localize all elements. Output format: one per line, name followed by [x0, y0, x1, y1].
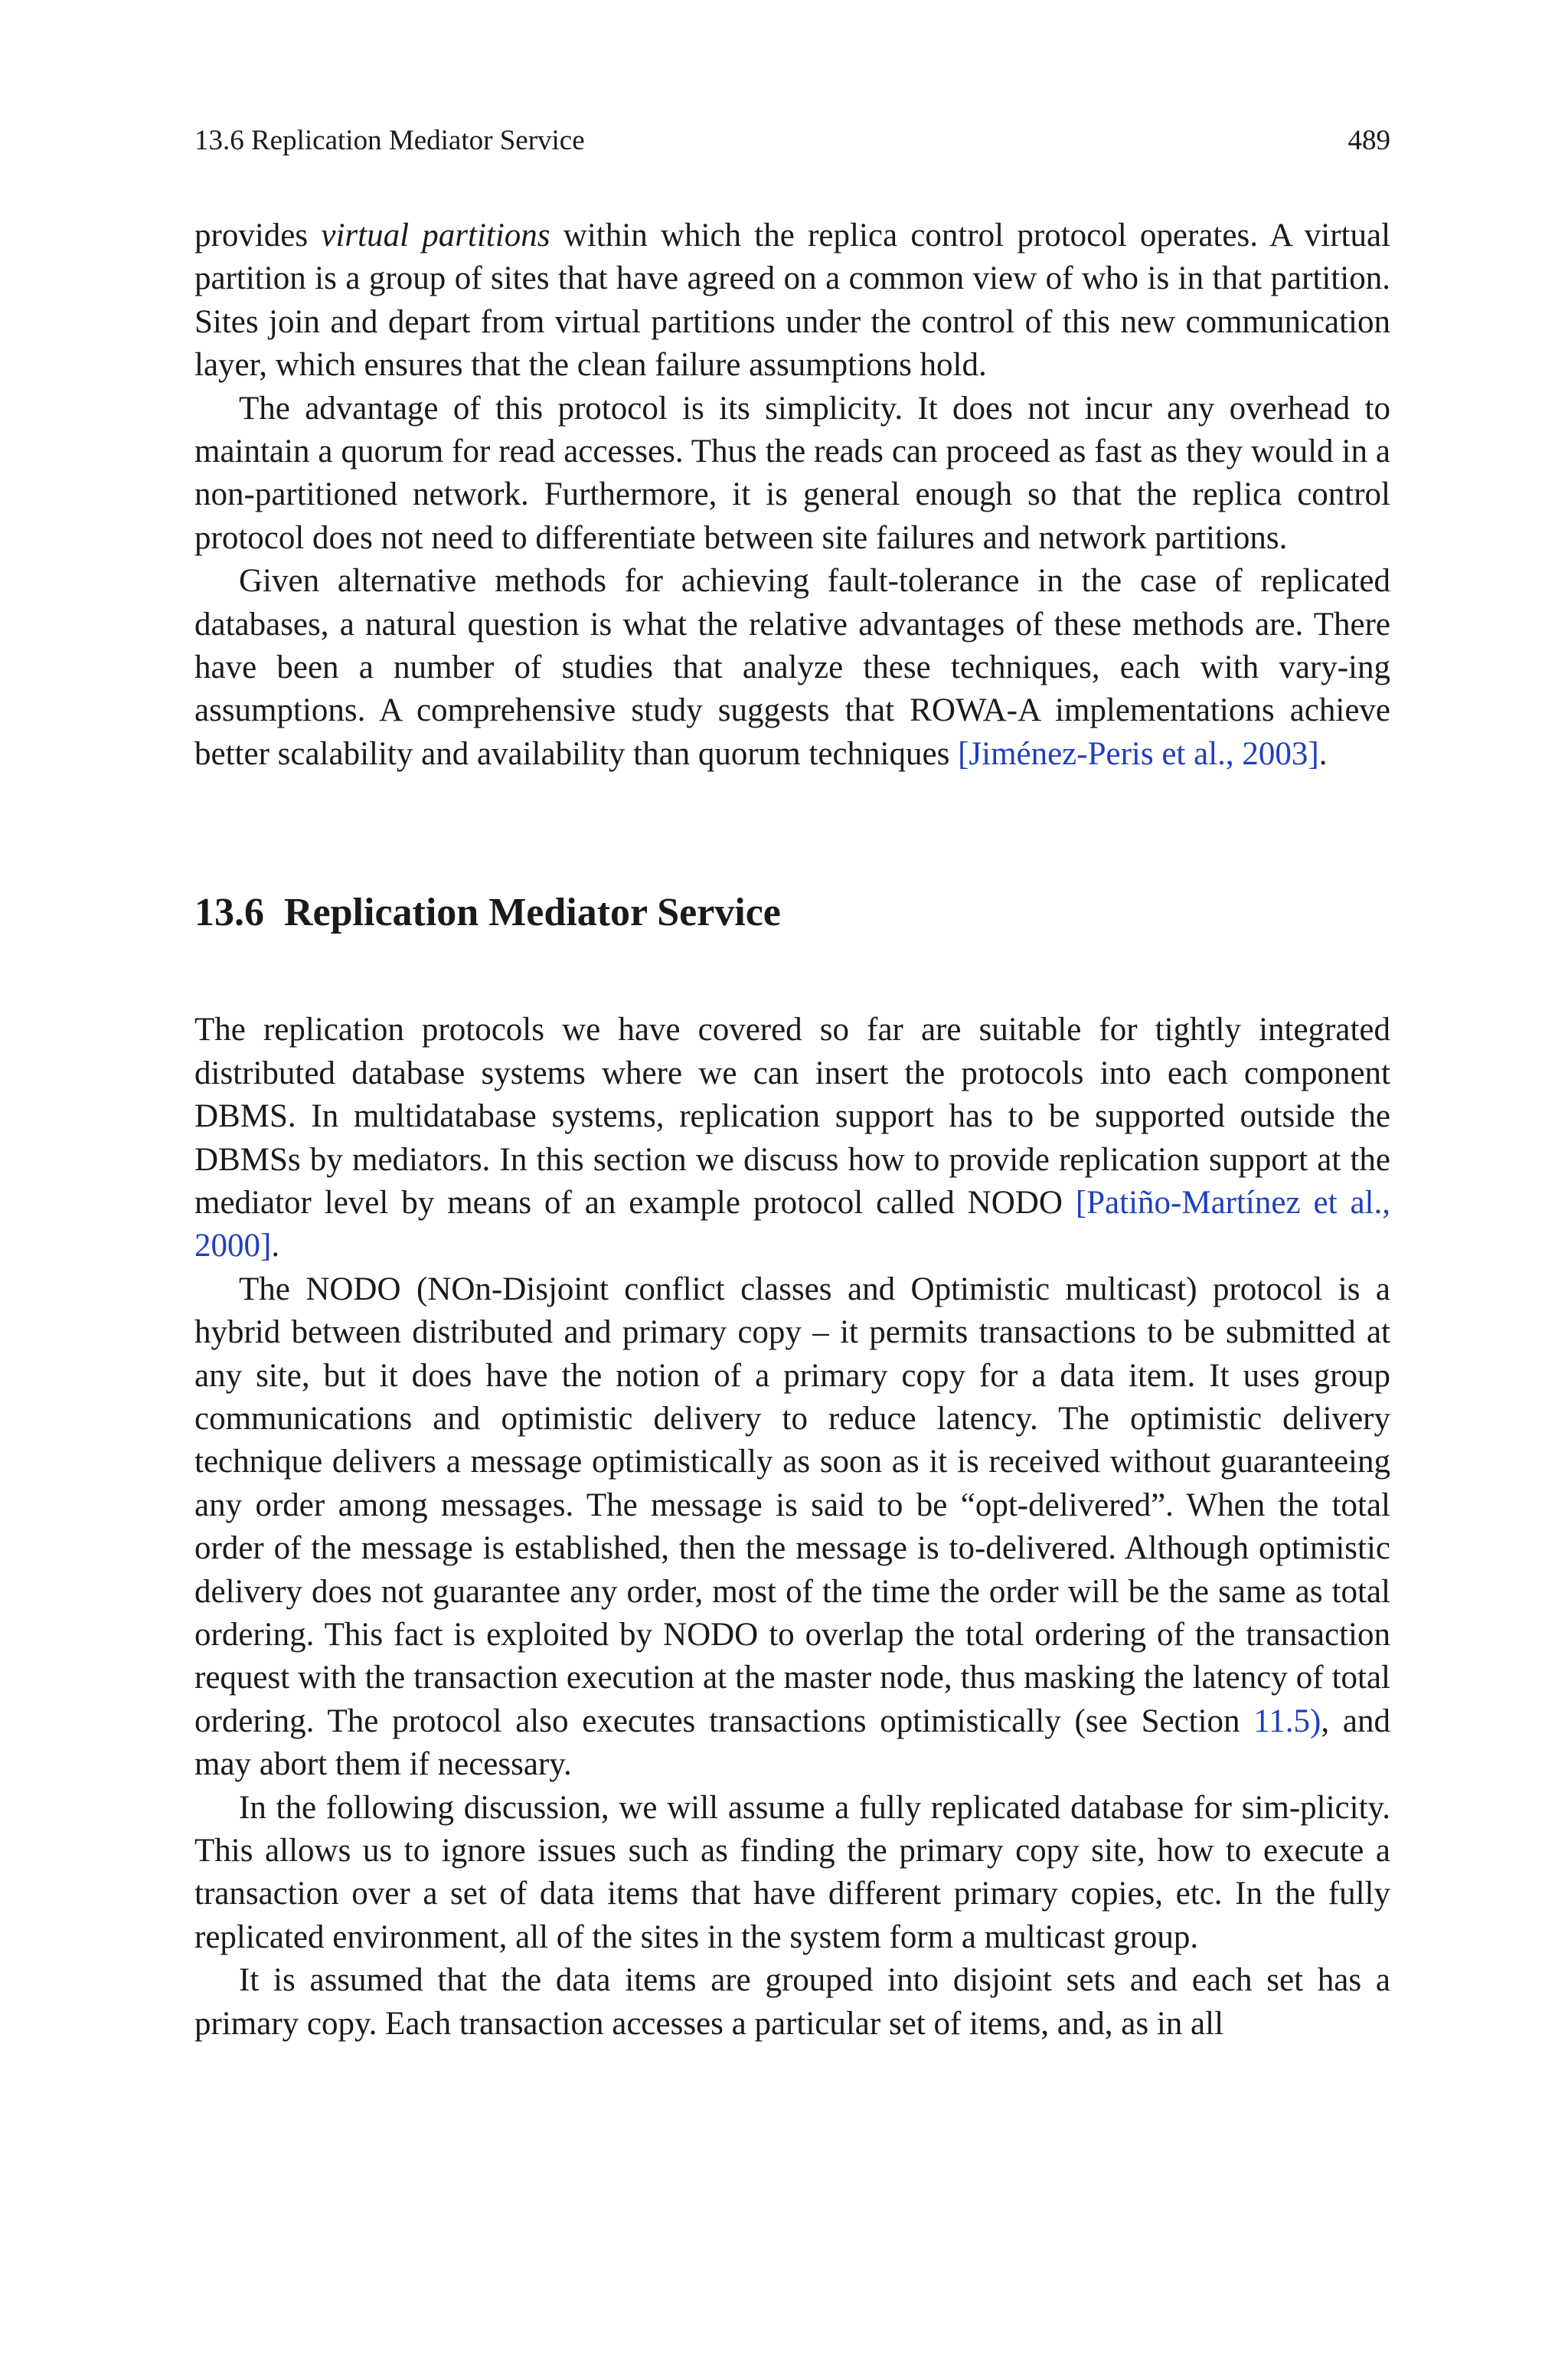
p5-text: The NODO (NOn-Disjoint conflict classes and Optimistic multicast) protocol is a hybrid between distributed and primary copy – it permits transactions to be submitted at any site, but it does have the notion of a primary copy for a data item. It uses group communications and optimistic delivery to reduce latency. The optimistic delivery technique delivers a message optimistically as soon as it is received without guaranteeing any order among messages. The message is said to be “opt-delivered”. When the total order of the message is established, then the message is to-delivered. Although optimistic delivery does not guarantee any order, most of the time the order will be the same as total ordering. This fact is exploited by NODO to overlap the total ordering of the transaction request with the transaction execution at the master node, thus masking the latency of total ordering. The protocol also executes transactions optimistically (see Section — [194, 1271, 1390, 1739]
page — [194, 123, 1390, 2046]
p4-end: . — [271, 1228, 280, 1264]
section-number: 13.6 — [194, 891, 264, 935]
page-number: 489 — [1348, 125, 1390, 156]
running-head-section: 13.6 Replication Mediator Service — [194, 125, 585, 156]
paragraph-alternative-methods — [194, 560, 1390, 776]
section-ref-11-5[interactable]: 11.5) — [1253, 1703, 1321, 1739]
paragraph-advantage: The advantage of this protocol is its simplicity. It does not incur any overhead to maintain a quorum for read accesses. Thus the reads can proceed as fast as they would in a non-partitioned network. Furthermore, it is general enough so that the replica control protocol does not need to differentiate between site failures and network partitions. — [194, 390, 1390, 556]
p1-text-start: provides — [194, 218, 322, 254]
paragraph-fully-replicated: In the following discussion, we will assume a fully replicated database for sim-plicity. This allows us to ignore issues such as finding the primary copy site, how to execute a transaction over a set of data items that have different primary copies, etc. In the fully replicated environment, all of the sites in the system form a multicast group. — [194, 1789, 1390, 1955]
running-head — [194, 123, 1390, 159]
term-virtual-partitions: virtual partitions — [321, 218, 550, 254]
paragraph-nodo-protocol — [194, 1268, 1390, 1787]
citation-patino-martinez-2000[interactable]: [Patiño-Martínez et al., 2000] — [194, 1184, 1390, 1264]
p5-end: , and may abort them if necessary. — [194, 1703, 1390, 1783]
section-heading — [194, 888, 1390, 938]
p4-text: The replication protocols we have covered so far are suitable for tightly integrated distributed database systems where we can insert the protocols into each component DBMS. In multidatabase systems, replication support has to be supported outside the DBMSs by mediators. In this section we discuss how to provide replication support at the mediator level by means of an example protocol called NODO — [194, 1012, 1390, 1221]
paragraph-virtual-partitions — [194, 214, 1390, 388]
p1-text-end: within which the replica control protocol operates. A virtual partition is a group of sites that have agreed on a common view of who is in that partition. Sites join and depart from virtual partitions under the control of this new communication layer, which ensures that the clean failure assumptions hold. — [194, 218, 1391, 384]
p3-text: Given alternative methods for achieving fault-tolerance in the case of replicated databases, a natural question is what the relative advantages of these methods are. There have been a number of studies that analyze these techniques, each with vary-ing assumptions. A comprehensive study suggests that ROWA-A implementations achieve better scalability and availability than quorum techniques — [194, 563, 1390, 772]
paragraph-disjoint-sets: It is assumed that the data items are grouped into disjoint sets and each set has a primary copy. Each transaction accesses a particular set of items, and, as in all — [194, 1962, 1390, 2042]
citation-jimenez-peris-2003[interactable]: [Jiménez-Peris et al., 2003] — [958, 735, 1319, 772]
paragraph-replication-protocols — [194, 1009, 1390, 1268]
section-title: Replication Mediator Service — [284, 891, 781, 935]
p3-end: . — [1318, 735, 1328, 772]
